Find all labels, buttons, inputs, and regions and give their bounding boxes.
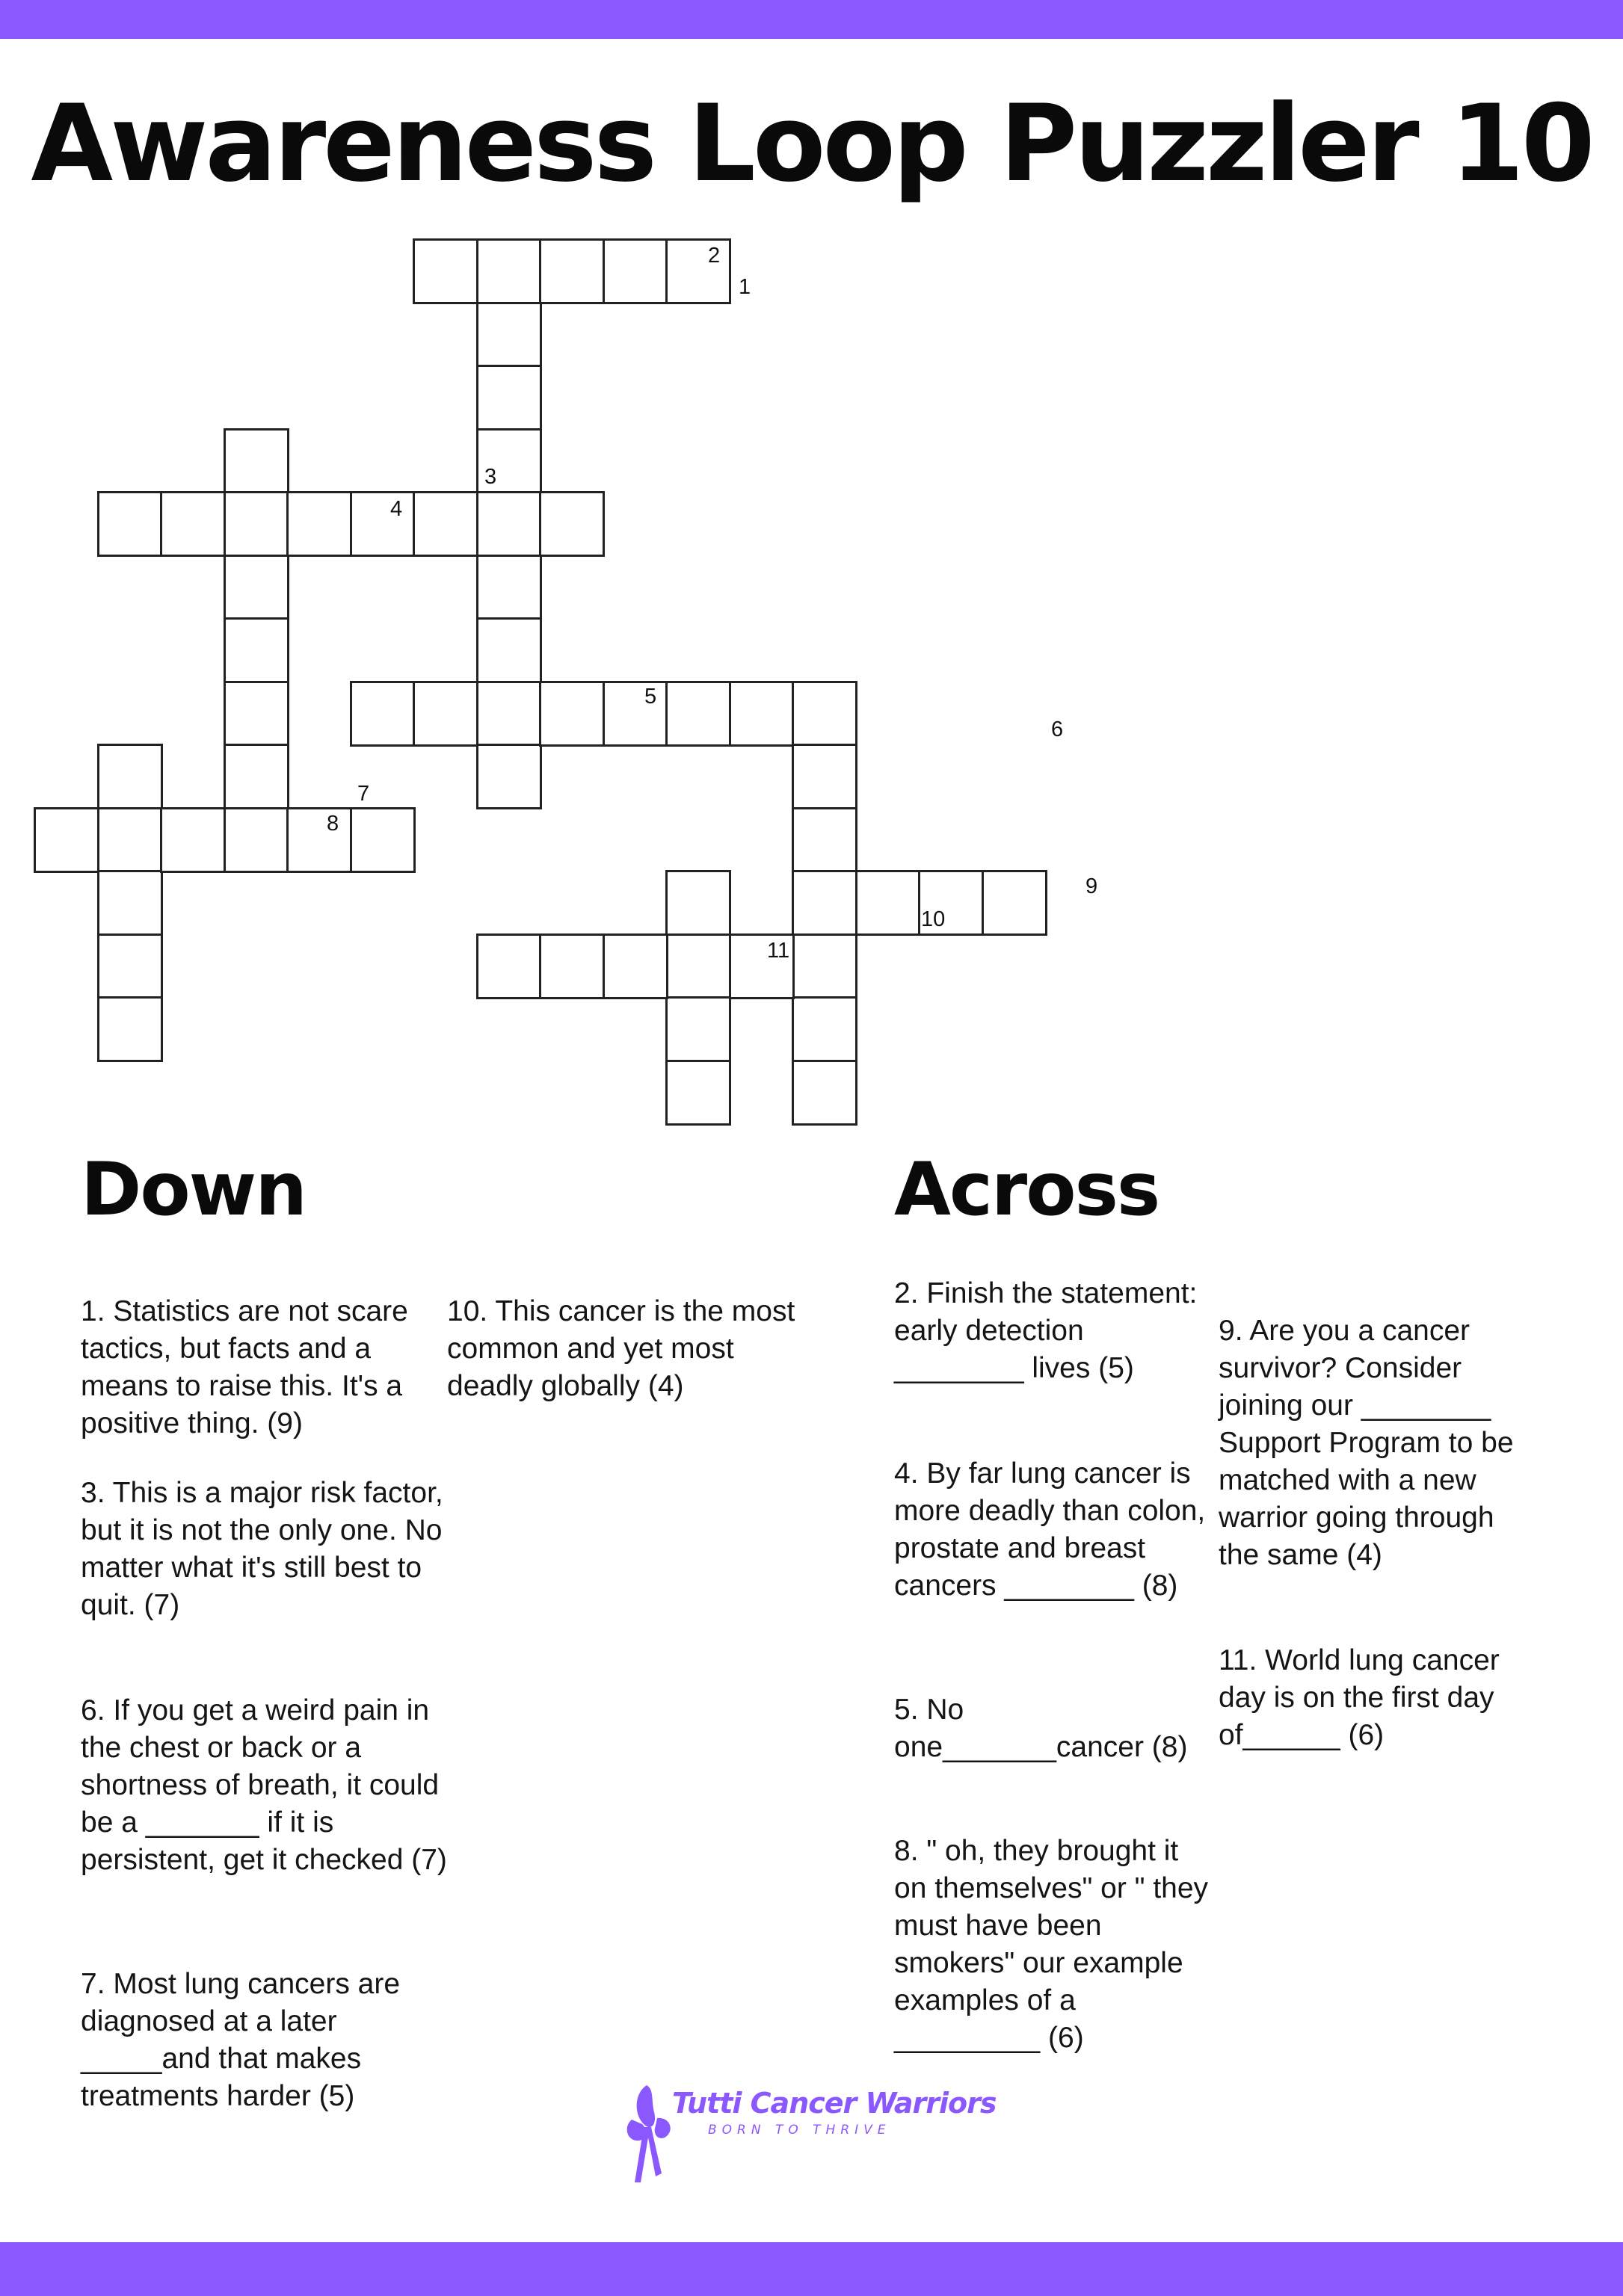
down-clue-1: 1. Statistics are not scare tactics, but facts and a means to raise this. It's a positive thing. (9) (81, 1295, 408, 1439)
down-clue-3: 3. This is a major risk factor, but it is not the only one. No matter what it's still best to quit. (7) (81, 1477, 443, 1621)
crossword-cell-across-5-1[interactable] (350, 681, 416, 747)
across-clue-8: 8. " oh, they brought it on themselves" or " they must have been smokers" our example examples of a _________ (6) (894, 1835, 1209, 2054)
crossword-cell-down-1-6[interactable] (476, 555, 542, 620)
down-heading: Down (81, 1147, 306, 1232)
crossword-cell-down-1-7[interactable] (476, 617, 542, 683)
crossword-cell-down-7-1[interactable] (97, 744, 163, 809)
across-clue-11: 11. World lung cancer day is on the first day of______ (6) (1219, 1644, 1500, 1751)
down-clue-10: 10. This cancer is the most common and yet most deadly globally (4) (447, 1295, 795, 1402)
crossword-cell-down-3-2[interactable] (224, 491, 289, 557)
clue-number-9: 9 (1085, 874, 1098, 898)
across-clue-2: 2. Finish the statement: early detection ________ lives (5) (894, 1277, 1198, 1384)
crossword-cell-down-3-5[interactable] (224, 681, 289, 747)
across-clue-9: 9. Are you a cancer survivor? Consider joining our ________ Support Program to be matched with a new warrior going through the same (4) (1219, 1315, 1514, 1571)
crossword-cell-across-11-3[interactable] (603, 933, 668, 999)
brand-tagline: BORN TO THRIVE (708, 2123, 891, 2138)
crossword-cell-across-2-1[interactable] (413, 238, 478, 304)
crossword-cell-down-7-3[interactable] (97, 870, 163, 936)
crossword-cell-across-2-3[interactable] (539, 238, 605, 304)
crossword-cell-down-3-6[interactable] (224, 744, 289, 809)
crossword-cell-across-8-3[interactable] (160, 807, 226, 873)
clue-number-1: 1 (739, 275, 751, 299)
crossword-cell-down-3-3[interactable] (224, 555, 289, 620)
crossword-cell-down-6-3[interactable] (792, 807, 857, 873)
crossword-cell-across-2-4[interactable] (603, 238, 668, 304)
crossword-cell-across-8-5[interactable] (286, 807, 352, 873)
crossword-cell-down-1-3[interactable] (476, 365, 542, 430)
brand-name: Tutti Cancer Warriors (672, 2087, 997, 2120)
clue-number-7: 7 (357, 782, 370, 806)
crossword-cell-down-6-2[interactable] (792, 744, 857, 809)
crossword-cell-across-4-2[interactable] (160, 491, 226, 557)
brand-logo (624, 2078, 997, 2186)
clue-number-3: 3 (484, 465, 497, 489)
crossword-cell-down-10-4[interactable] (665, 1060, 731, 1126)
crossword-cell-down-10-2[interactable] (665, 933, 731, 999)
crossword-cell-across-5-2[interactable] (413, 681, 478, 747)
crossword-cell-down-3-4[interactable] (224, 617, 289, 683)
clue-number-5: 5 (644, 685, 657, 709)
down-clue-6: 6. If you get a weird pain in the chest or back or a shortness of breath, it could be a _______ if it is persistent, get it checked (7) (81, 1694, 447, 1876)
ribbon-butterfly-icon (624, 2078, 677, 2186)
crossword-cell-across-5-6[interactable] (665, 681, 731, 747)
clue-number-6: 6 (1051, 718, 1064, 741)
clue-number-2: 2 (708, 244, 721, 268)
crossword-cell-across-5-8[interactable] (792, 681, 857, 747)
crossword-cell-across-4-1[interactable] (97, 491, 163, 557)
crossword-cell-down-6-7[interactable] (792, 1060, 857, 1126)
bottom-accent-bar (0, 2242, 1623, 2296)
crossword-cell-across-5-7[interactable] (729, 681, 795, 747)
crossword-cell-across-11-1[interactable] (476, 933, 542, 999)
clue-number-4: 4 (390, 497, 403, 521)
crossword-cell-across-2-5[interactable] (665, 238, 731, 304)
crossword-cell-across-11-2[interactable] (539, 933, 605, 999)
crossword-cell-across-8-6[interactable] (350, 807, 416, 873)
crossword-cell-down-1-5[interactable] (476, 491, 542, 557)
crossword-cell-across-2-2[interactable] (476, 238, 542, 304)
crossword-cell-down-1-2[interactable] (476, 302, 542, 368)
across-heading: Across (894, 1147, 1159, 1232)
clue-number-11: 11 (767, 939, 790, 963)
clue-number-10: 10 (921, 907, 946, 931)
crossword-cell-down-7-4[interactable] (97, 933, 163, 999)
crossword-cell-down-1-9[interactable] (476, 744, 542, 809)
across-clue-4: 4. By far lung cancer is more deadly than colon, prostate and breast cancers ________ (8) (894, 1457, 1206, 1602)
crossword-cell-across-9-2[interactable] (855, 870, 921, 936)
clue-number-8: 8 (327, 812, 339, 836)
crossword-cell-across-5-5[interactable] (603, 681, 668, 747)
crossword-cell-across-4-4[interactable] (286, 491, 352, 557)
crossword-cell-down-6-6[interactable] (792, 996, 857, 1062)
crossword-cell-down-7-5[interactable] (97, 996, 163, 1062)
crossword-cell-down-3-7[interactable] (224, 807, 289, 873)
crossword-cell-across-9-4[interactable] (982, 870, 1047, 936)
crossword-cell-down-1-8[interactable] (476, 681, 542, 747)
crossword-cell-down-3-1[interactable] (224, 428, 289, 494)
crossword-cell-across-5-4[interactable] (539, 681, 605, 747)
crossword-cell-down-10-1[interactable] (665, 870, 731, 936)
crossword-cell-down-6-4[interactable] (792, 870, 857, 936)
crossword-cell-across-8-1[interactable] (34, 807, 99, 873)
page-title: Awareness Loop Puzzler 10 (31, 82, 1592, 206)
crossword-cell-down-6-5[interactable] (792, 933, 857, 999)
crossword-cell-across-4-6[interactable] (413, 491, 478, 557)
crossword-cell-down-10-3[interactable] (665, 996, 731, 1062)
crossword-cell-across-4-8[interactable] (539, 491, 605, 557)
crossword-cell-across-4-5[interactable] (350, 491, 416, 557)
across-clue-5: 5. No one_______cancer (8) (894, 1694, 1188, 1763)
crossword-cell-down-7-2[interactable] (97, 807, 163, 873)
down-clue-7: 7. Most lung cancers are diagnosed at a later _____and that makes treatments harder (5) (81, 1968, 401, 2112)
